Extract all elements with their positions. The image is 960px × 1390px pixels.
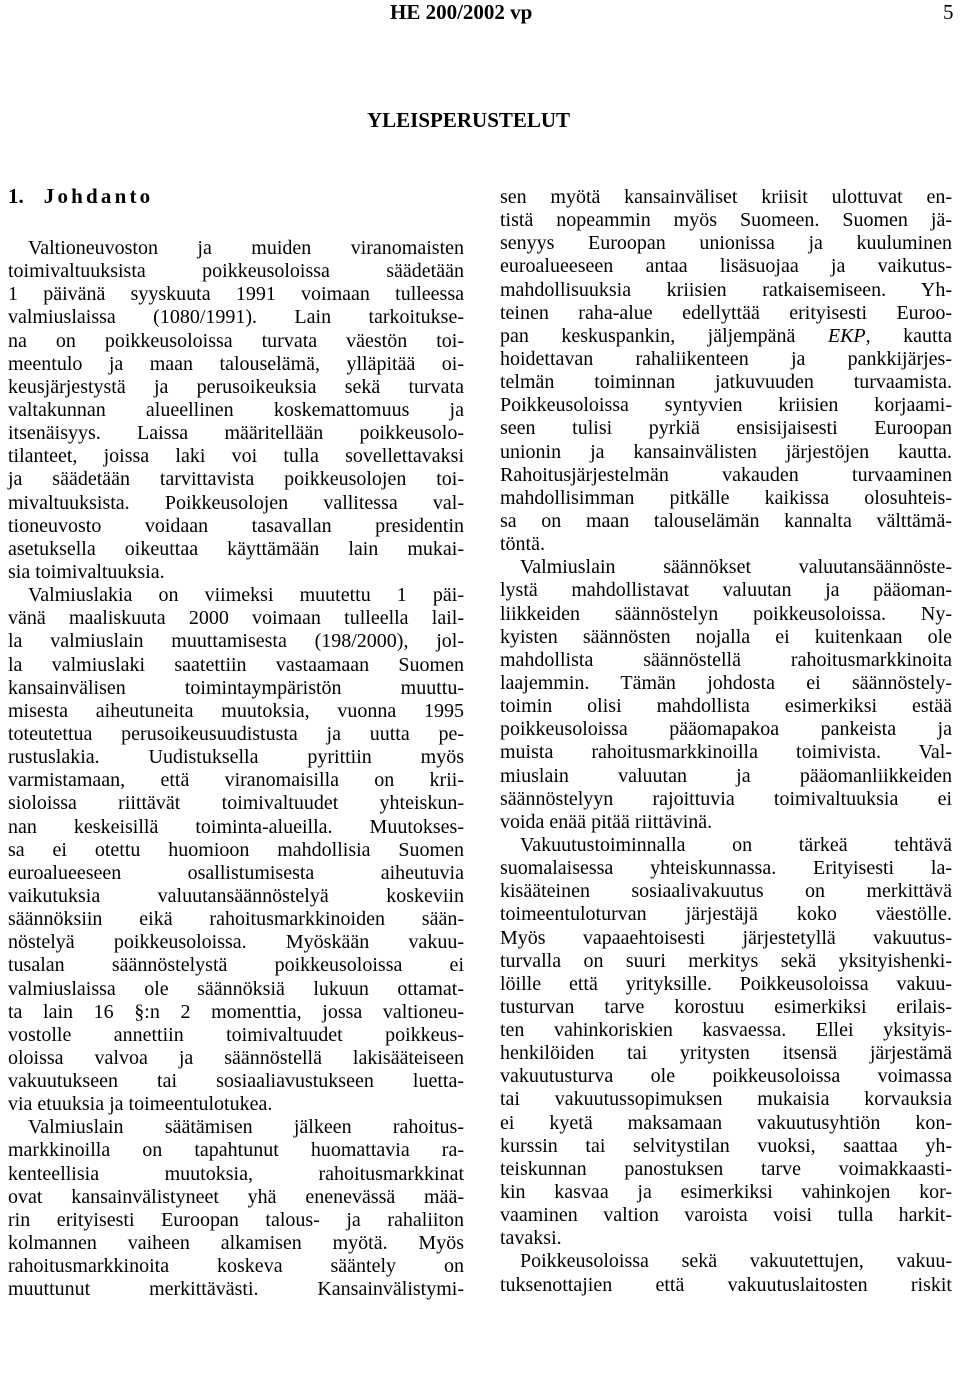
text-line: na on poikkeusoloissa turvata väestön toi-: [8, 329, 464, 352]
text-line: tai vakuutussopimuksen mukaisia korvauksia: [500, 1088, 952, 1111]
text-line: nöstelyä poikkeusoloissa. Myöskään vakuu-: [8, 931, 464, 954]
text-line: valmiuslaissa (1080/1991). Lain tarkoitukse-: [8, 306, 464, 329]
text-line: Vakuutustoiminnalla on tärkeä tehtävä: [520, 833, 952, 856]
text-line: rustuslakia. Uudistuksella pyrittiin myös: [8, 746, 464, 769]
text-line: markkinoilla on tapahtunut huomattavia ra-: [8, 1139, 464, 1162]
text-line: Myös vapaaehtoisesti järjestetyllä vakuutus-: [500, 926, 952, 949]
text-line: kyisten säännösten nojalla ei kuitenkaan ole: [500, 625, 952, 648]
text-line: itsenäisyys. Laissa määritellään poikkeusolo-: [8, 422, 464, 445]
text-line: 1 päivänä syyskuuta 1991 voimaan tulleessa: [8, 283, 464, 306]
text-line: tilanteet, joissa laki voi tulla sovellettavaksi: [8, 445, 464, 468]
text-line: toimivaltuuksista poikkeusoloissa säädetään: [8, 260, 464, 283]
right-column: [500, 186, 952, 1297]
text-line: vakuutukseen tai sosiaaliavustukseen luetta-: [8, 1070, 464, 1093]
text-line: keusjärjestystä ja perusoikeuksia sekä turvata: [8, 375, 464, 398]
text-line: pan keskuspankin, jäljempänä EKP, kautta: [500, 324, 952, 347]
text-line: sa ei otettu huomioon mahdollisia Suomen: [8, 838, 464, 861]
text-line: varmistamaan, että viranomaisilla on krii-: [8, 769, 464, 792]
text-line: kenteellisia muutoksia, rahoitusmarkkinat: [8, 1162, 464, 1185]
text-line: ja säädetään tarvittavista poikkeusolojen toi-: [8, 468, 464, 491]
left-column: [8, 237, 464, 1301]
text-line: turvalla on suuri merkitys sekä yksityishenki-: [500, 949, 952, 972]
text-line: miuslain valuutan ja pääomanliikkeiden: [500, 764, 952, 787]
text-line: Valmiuslakia on viimeksi muutettu 1 päi-: [28, 584, 464, 607]
page-number: 5: [943, 0, 954, 24]
text-line: ovat kansainvälistyneet yhä enenevässä mää-: [8, 1185, 464, 1208]
abbreviation-ekp: EKP: [827, 324, 866, 347]
text-line: Rahoitusjärjestelmän vakauden turvaaminen: [500, 463, 952, 486]
text-line: suomalaisessa yhteiskunnassa. Erityisesti la-: [500, 857, 952, 880]
text-line: valmiuslaissa ole säännöksiä lukuun ottamat-: [8, 977, 464, 1000]
text-line: vaaminen valtion varoista voisi tulla harkit-: [500, 1204, 952, 1227]
text-line: Poikkeusoloissa sekä vakuutettujen, vakuu-: [520, 1250, 952, 1273]
text-line: sioloissa riittävät toimivaltuudet yhteiskun-: [8, 792, 464, 815]
subheading-text: Johdanto: [43, 184, 154, 208]
text-line: unionin ja kansainvälisten järjestöjen kautta.: [500, 440, 952, 463]
text-line: Valmiuslain säännökset valuutansäännöste-: [520, 556, 952, 579]
text-line: vakuutusturva ole poikkeusoloissa voimassa: [500, 1065, 952, 1088]
text-line: kolmannen vaiheen alkamisen myötä. Myös: [8, 1232, 464, 1255]
text-line: mahdollisuuksia kriisien ratkaisemiseen. Yh-: [500, 278, 952, 301]
text-line: telmän toiminnan jatkuvuuden turvaamista.: [500, 371, 952, 394]
text-line: toteutettua perusoikeusuudistusta ja uutta pe-: [8, 722, 464, 745]
text-line: ten vahinkoriskien kasvaessa. Ellei yksityis-: [500, 1019, 952, 1042]
text-line: oloissa valvoa ja säännöstellä lakisääteiseen: [8, 1046, 464, 1069]
text-line: senyys Euroopan unionissa ja kuuluminen: [500, 232, 952, 255]
text-line: sa on maan talouselämän kannalta välttämä-: [500, 509, 952, 532]
text-line: tistä nopeammin myös Suomeen. Suomen jä-: [500, 209, 952, 232]
text-line: vostolle annettiin toimivaltuudet poikkeus-: [8, 1023, 464, 1046]
text-line: rin erityisesti Euroopan talous- ja rahaliiton: [8, 1208, 464, 1231]
text-line: misesta aiheutuneita muutoksia, vuonna 1995: [8, 699, 464, 722]
text-line: tusturvan tarve korostuu esimerkiksi erilais-: [500, 995, 952, 1018]
text-line: la valmiuslain muuttamisesta (198/2000), jol-: [8, 630, 464, 653]
text-line: poikkeusoloissa pääomapakoa pankeista ja: [500, 718, 952, 741]
text-line: ta lain 16 §:n 2 momenttia, jossa valtioneu-: [8, 1000, 464, 1023]
text-line: löille että yrityksille. Poikkeusoloissa vakuu-: [500, 972, 952, 995]
text-line: liikkeiden säännöstelyn poikkeusoloissa. Ny-: [500, 602, 952, 625]
text-line: nan keskeisillä toiminta-alueilla. Muutokses-: [8, 815, 464, 838]
text-line: mahdollista säännöstellä rahoitusmarkkinoita: [500, 648, 952, 671]
text-line: kansainvälisen toimintaympäristön muuttu-: [8, 676, 464, 699]
text-line: ei kyetä maksamaan vakuutusyhtiön kon-: [500, 1111, 952, 1134]
subheading-number: 1.: [8, 184, 24, 208]
text-line: vaikutuksia valuutansäännöstelyä koskeviin: [8, 884, 464, 907]
text-line: toimin olisi mahdollista esimerkiksi estää: [500, 695, 952, 718]
text-line: mivaltuuksista. Poikkeusolojen vallitessa val-: [8, 491, 464, 514]
text-line: säännöksiin eikä rahoitusmarkkinoiden sään-: [8, 908, 464, 931]
text-line: toimeentuloturvan järjestäjä koko väestölle.: [500, 903, 952, 926]
text-line: Valmiuslain säätämisen jälkeen rahoitus-: [28, 1116, 464, 1139]
text-line: voida enää pitää riittävinä.: [500, 810, 713, 833]
text-line: tusalan säännöstelystä poikkeusoloissa ei: [8, 954, 464, 977]
text-line: lystä mahdollistavat valuutan ja pääoman-: [500, 579, 952, 602]
text-line: henkilöiden tai yritysten itsensä järjestämä: [500, 1042, 952, 1065]
text-line: teinen raha-alue edellyttää erityisesti Euroo-: [500, 301, 952, 324]
text-line: asetuksella oikeuttaa käyttämään lain mukai-: [8, 537, 464, 560]
text-line: euroalueeseen osallistumisesta aiheutuvia: [8, 861, 464, 884]
text-line: tavaksi.: [500, 1227, 562, 1250]
text-line: meentulo ja maan talouselämä, ylläpitää oi-: [8, 352, 464, 375]
text-line: muista rahoitusmarkkinoilla toimivista. Val-: [500, 741, 952, 764]
subheading: [8, 184, 153, 209]
text-line: Poikkeusoloissa syntyvien kriisien korjaami-: [500, 394, 952, 417]
text-line: la valmiuslaki saatettiin vastaamaan Suomen: [8, 653, 464, 676]
text-line: vänä maaliskuuta 2000 voimaan tulleella lail-: [8, 607, 464, 630]
text-line: tuksenottajien että vakuutuslaitosten riskit: [500, 1273, 952, 1296]
page-header: [0, 0, 960, 30]
text-line: kisääteinen sosiaalivakuutus on merkittävä: [500, 880, 952, 903]
text-line: mahdollisimman pitkälle kaikissa olosuhteis-: [500, 486, 952, 509]
text-line: seen tulisi pyrkiä ensisijaisesti Euroopan: [500, 417, 952, 440]
text-line: sen myötä kansainväliset kriisit ulottuvat en-: [500, 186, 952, 208]
text-line: via etuuksia ja toimeentulotukea.: [8, 1093, 273, 1116]
text-line: töntä.: [500, 533, 545, 556]
section-title: YLEISPERUSTELUT: [367, 108, 571, 132]
text-line: tioneuvosto voidaan tasavallan presidentin: [8, 514, 464, 537]
text-line: rahoitusmarkkinoita koskeva sääntely on: [8, 1255, 464, 1278]
text-line: säännöstelyyn rajoittuvia toimivaltuuksia ei: [500, 787, 952, 810]
text-line: laajemmin. Tämän johdosta ei säännöstely-: [500, 671, 952, 694]
text-line: valtakunnan alueellinen koskemattomuus ja: [8, 398, 464, 421]
text-line: sia toimivaltuuksia.: [8, 560, 165, 583]
text-line: teiskunnan panostuksen tarve voimakkaasti-: [500, 1157, 952, 1180]
text-line: hoidettavan rahaliikenteen ja pankkijärjes-: [500, 347, 952, 370]
text-line: muuttunut merkittävästi. Kansainvälistymi-: [8, 1278, 464, 1301]
text-line: Valtioneuvoston ja muiden viranomaisten: [28, 237, 464, 259]
text-line: kin kasvaa ja esimerkiksi vahinkojen kor-: [500, 1181, 952, 1204]
text-line: kurssin tai selvitystilan vuoksi, saattaa yh-: [500, 1134, 952, 1157]
document-id: HE 200/2002 vp: [390, 0, 533, 24]
text-line: euroalueeseen antaa lisäsuojaa ja vaikutus-: [500, 255, 952, 278]
